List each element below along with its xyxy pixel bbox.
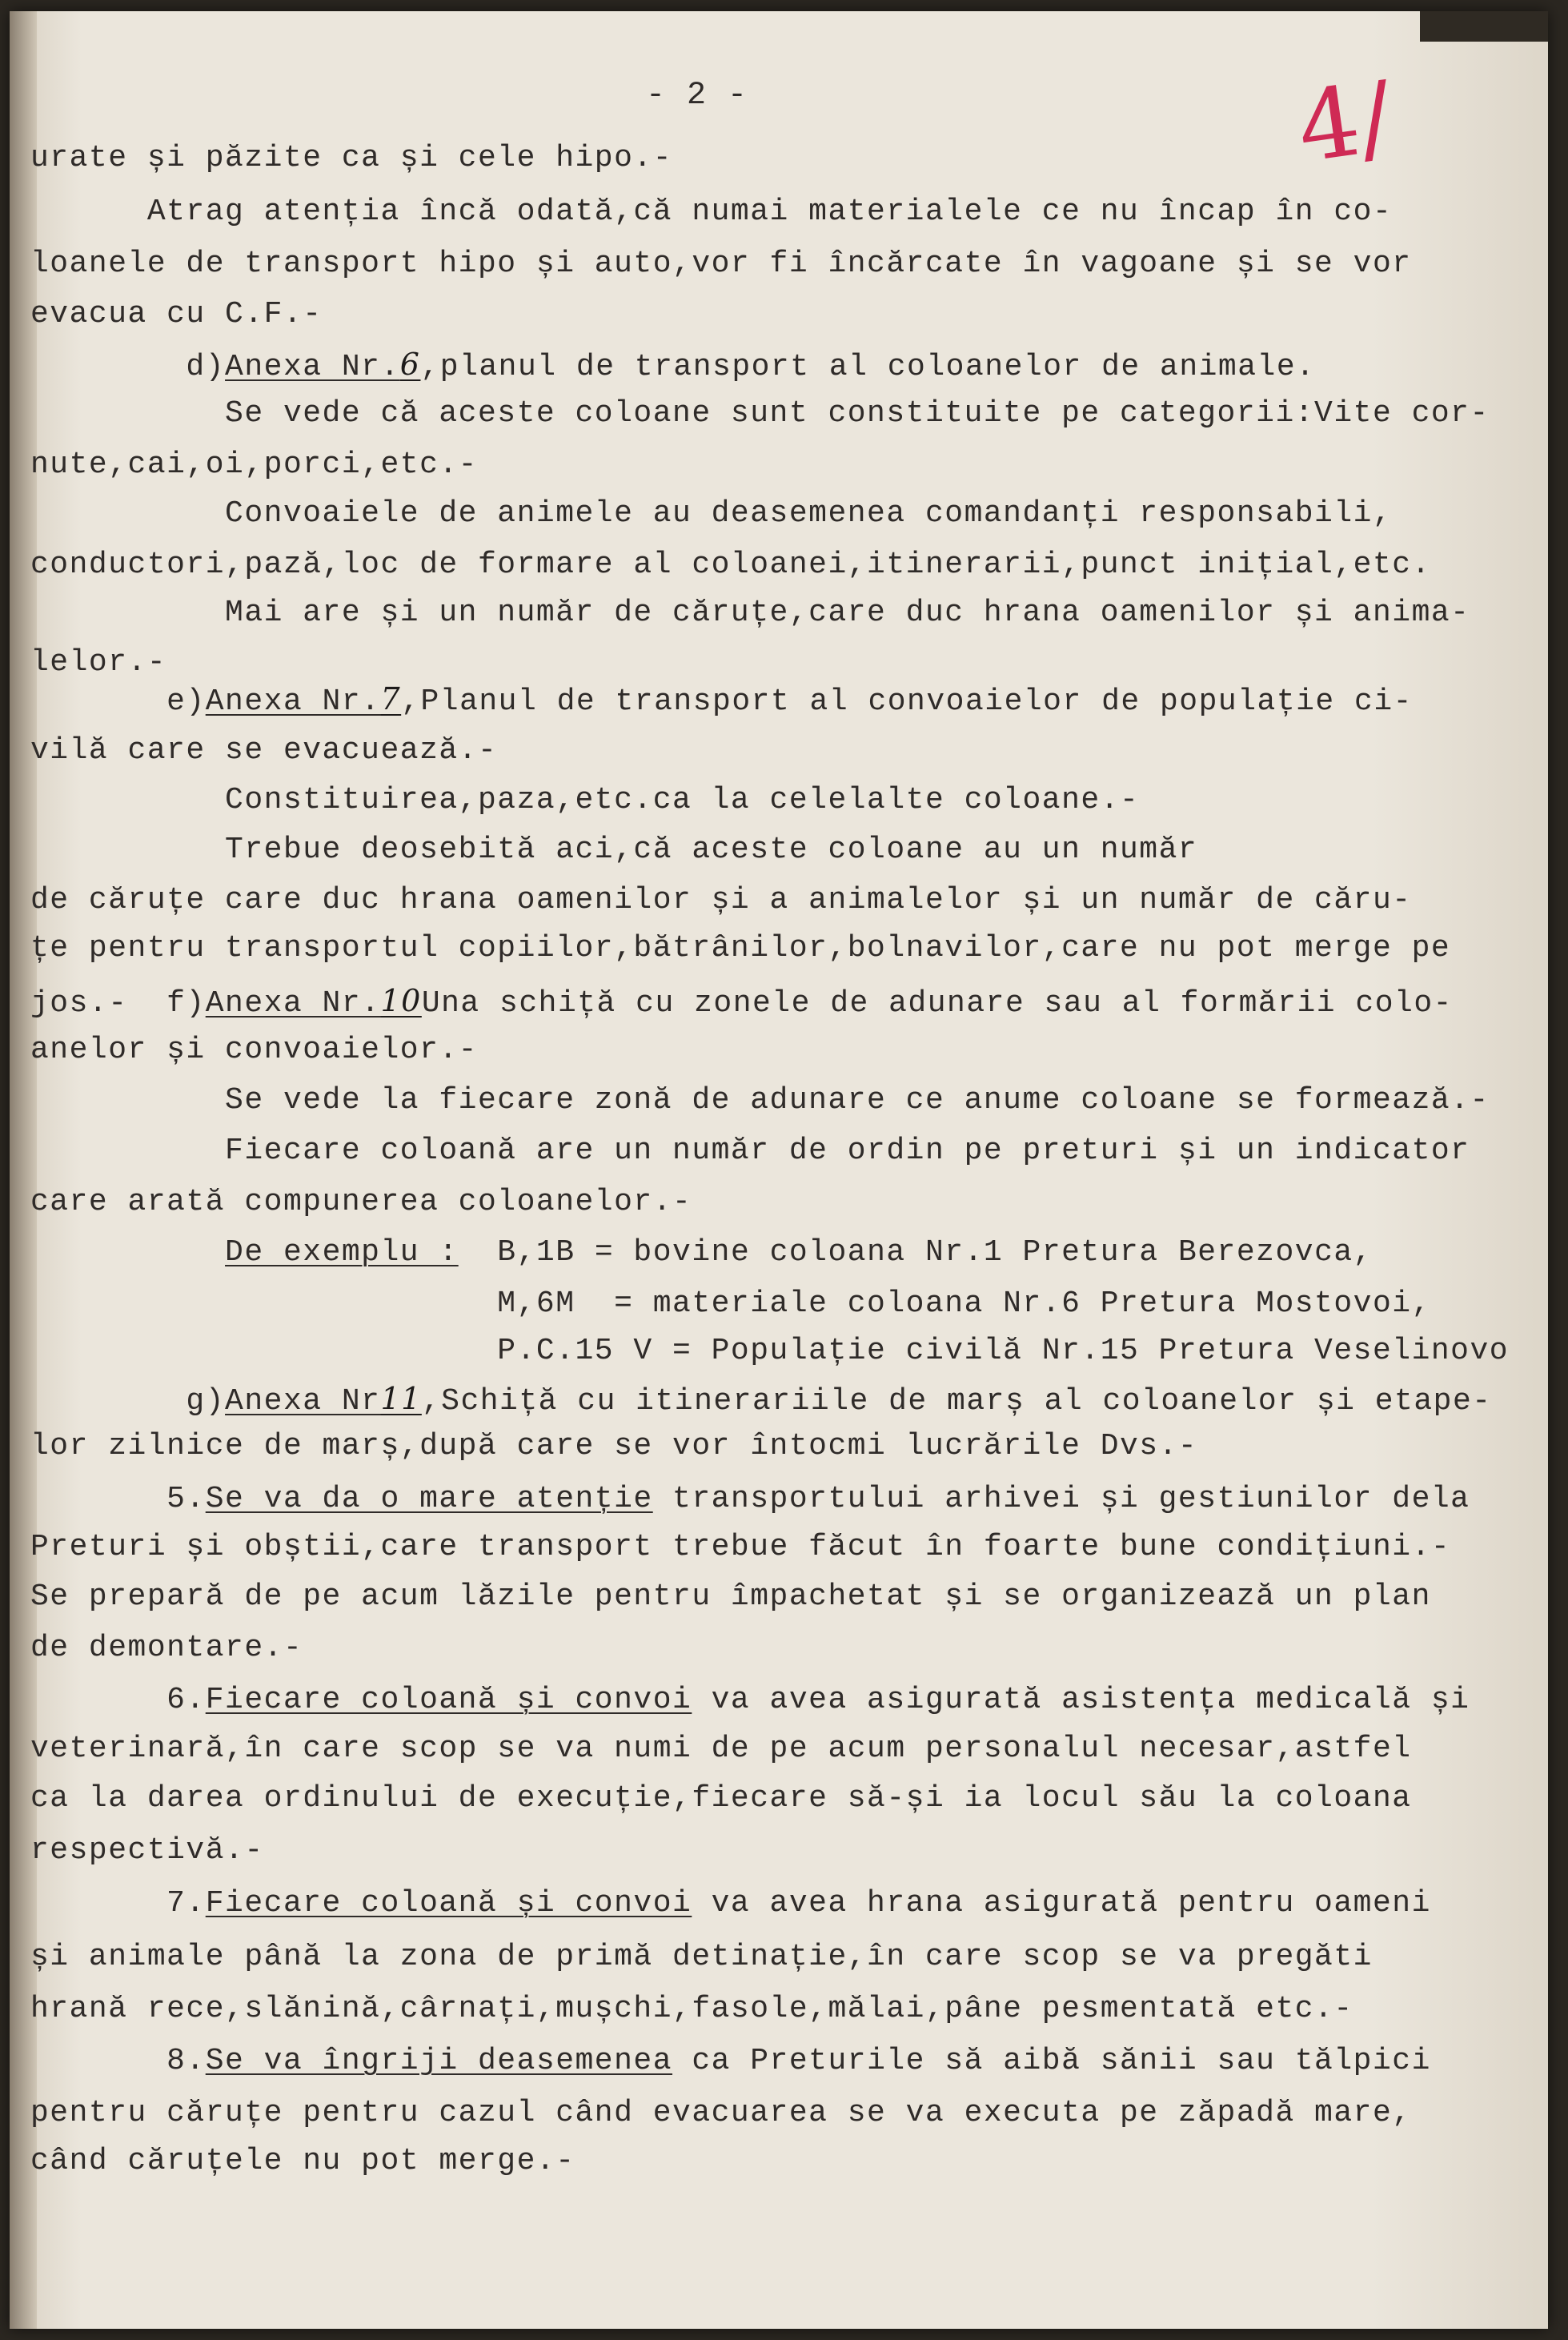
text-line [30,597,1470,629]
typed-text: 5. [30,1482,206,1516]
text-line [30,1186,692,1218]
handwritten-number: 7 [380,681,402,716]
text-line [30,449,478,481]
typed-text: Se prepară de pe acum lăzile pentru împachetat și se organizează un plan [30,1579,1431,1614]
typed-text: transportului arhivei și gestiunilor dela [652,1482,1470,1516]
text-line [30,1581,1431,1613]
typed-text: Se vede că aceste coloane sunt constituite pe categorii:Vite cor- [30,396,1490,431]
text-line [30,248,1412,280]
typed-text: B,1B = bovine coloana Nr.1 Pretura Berezovca, [458,1235,1373,1270]
typed-text: conductori,pază,loc de formare al coloanei,itinerarii,punct inițial,etc. [30,548,1431,582]
typed-text: d) [30,350,226,384]
typed-text: M,6M = materiale coloana Nr.6 Pretura Mostovoi, [30,1286,1431,1321]
text-line [30,1941,1373,1973]
typed-text: ,Planul de transport al convoaielor de populație ci- [401,684,1413,719]
text-line [30,683,1413,718]
text-line [30,2097,1412,2129]
typed-text: țe pentru transportul copiilor,bătrânilor,bolnavilor,care nu pot merge pe [30,931,1451,965]
handwritten-number: 10 [380,983,422,1018]
text-line [30,1085,1490,1117]
typed-text: 8. [30,2044,206,2078]
typed-text: 7. [30,1886,206,1921]
typed-text: Convoaiele de animele au deasemenea comandanți responsabili, [30,496,1393,531]
typed-text: respectivă.- [30,1833,264,1868]
text-line [30,348,1315,383]
text-line [30,1135,1470,1167]
typed-text: Trebue deosebită aci,că aceste coloane au un număr [30,833,1198,867]
text-line [30,647,166,679]
text-line [30,299,323,331]
handwritten-number: 11 [380,1381,422,1416]
typed-text: și animale până la zona de primă detinație,în care scop se va pregăti [30,1940,1373,1974]
document-page [10,11,1548,2329]
text-line [30,498,1392,530]
text-line [30,1383,1492,1418]
underlined-heading: Se va da o mare atenție [205,1482,653,1516]
text-line [30,549,1431,581]
margin-annotation-mark: 4/ [1290,61,1399,185]
text-line [30,196,1392,228]
typed-text: de căruțe care duc hrana oamenilor și a animalelor și un număr de căru- [30,883,1412,917]
typed-text: evacua cu C.F.- [30,297,323,331]
page-number: - 2 - [646,78,748,114]
text-line [30,1993,1353,2025]
typed-text: Se vede la fiecare zonă de adunare ce anume coloane se formează.- [30,1083,1490,1118]
underlined-heading: Anexa Nr. [225,350,400,384]
typed-text: Una schiță cu zonele de adunare sau al formării colo- [421,986,1453,1021]
typed-text: loanele de transport hipo și auto,vor fi încărcate în vagoane și se vor [30,247,1412,281]
typed-text: P.C.15 V = Populație civilă Nr.15 Pretura Veselinovo [30,1334,1510,1368]
typed-text: anelor și convoaielor.- [30,1033,478,1067]
underlined-heading: Anexa Nr. [205,986,381,1021]
typed-text: nute,cai,oi,porci,etc.- [30,448,478,482]
typed-text: Constituirea,paza,etc.ca la celelalte coloane.- [30,783,1140,817]
typed-text: de demontare.- [30,1631,303,1665]
handwritten-number: 6 [399,347,421,382]
typed-text: jos.- f) [30,986,206,1021]
typed-text: e) [30,684,206,719]
typed-text: veterinară,în care scop se va numi de pe acum personalul necesar,astfel [30,1732,1412,1766]
text-line [30,142,672,175]
text-line [30,785,1139,817]
underlined-heading: Anexa Nr [225,1384,381,1419]
typed-text: ,Schiță cu itinerariile de marș al coloanelor și etape- [421,1384,1492,1419]
underlined-heading: De exemplu : [225,1235,459,1270]
text-line [30,1684,1470,1716]
typed-text: lor zilnice de marș,după care se vor întocmi lucrările Dvs.- [30,1429,1198,1463]
typed-text: va avea asigurată asistența medicală și [692,1683,1470,1717]
typed-text: pentru căruțe pentru cazul când evacuarea se va executa pe zăpadă mare, [30,2096,1412,2130]
text-line [30,1237,1373,1269]
typed-text: Fiecare coloană are un număr de ordin pe preturi și un indicator [30,1134,1470,1168]
page-corner-shadow [1420,11,1548,42]
text-line [30,398,1490,430]
typed-text: g) [30,1384,226,1419]
typed-text: urate și păzite ca și cele hipo.- [30,141,673,175]
text-line [30,933,1450,965]
text-line [30,1733,1412,1765]
text-line [30,1632,303,1664]
typed-text: lelor.- [30,645,167,680]
text-line [30,1288,1431,1320]
typed-text: ,planul de transport al coloanelor de animale. [420,350,1316,384]
typed-text: Atrag atenția încă odată,că numai materialele ce nu încap în co- [30,195,1393,229]
text-line [30,1483,1470,1515]
typed-text: ca la darea ordinului de execuție,fiecare să-și ia locul său la coloana [30,1781,1412,1816]
text-line [30,2145,575,2177]
typed-text: Preturi și obștii,care transport trebue făcut în foarte bune condițiuni.- [30,1530,1451,1564]
text-line [30,1034,478,1066]
text-line [30,2045,1431,2077]
text-line [30,834,1197,866]
text-line [30,1431,1197,1463]
typed-text: 6. [30,1683,206,1717]
typed-text: ca Preturile să aibă sănii sau tălpici [672,2044,1431,2078]
text-line [30,985,1453,1020]
typed-text: Mai are și un număr de căruțe,care duc hrana oamenilor și anima- [30,596,1470,630]
text-line [30,735,497,767]
underlined-heading: Se va îngriji deasemenea [205,2044,673,2078]
typed-text: hrană rece,slănină,cârnați,mușchi,fasole,mălai,pâne pesmentată etc.- [30,1992,1353,2026]
typed-text: vilă care se evacuează.- [30,733,498,768]
typed-text: va avea hrana asigurată pentru oameni [692,1886,1431,1921]
typed-text: când căruțele nu pot merge.- [30,2144,575,2178]
text-line [30,1531,1450,1563]
underlined-heading: Fiecare coloană și convoi [205,1683,692,1717]
text-line [30,1335,1509,1367]
text-line [30,1888,1431,1920]
text-line [30,1783,1412,1815]
underlined-heading: Anexa Nr. [205,684,381,719]
underlined-heading: Fiecare coloană și convoi [205,1886,692,1921]
typed-text: care arată compunerea coloanelor.- [30,1185,692,1219]
text-line [30,885,1412,917]
typed-text [30,1235,225,1270]
text-line [30,1835,264,1867]
